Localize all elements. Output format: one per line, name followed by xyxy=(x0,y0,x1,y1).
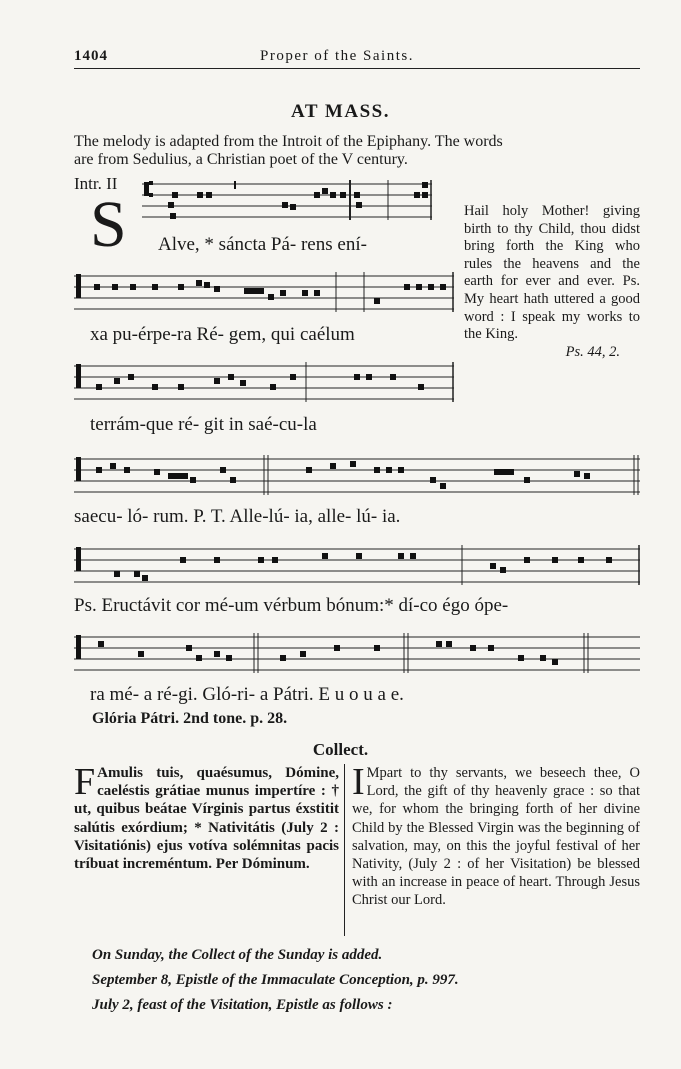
intro-line-1: The melody is adapted from the Introit of the Epiphany. The words xyxy=(74,133,503,150)
intro-paragraph xyxy=(74,133,640,169)
collect-heading: Collect. xyxy=(312,740,369,759)
introit-label: Intr. II xyxy=(74,174,118,193)
english-text: Mpart to thy servants, we beseech thee, O Lord, the gift of thy heavenly grace : so that we, for whom the bringing forth of her divine Child by the Blessed Virgin was the beginning of salvation, may, on this the joyful festival of her Nativity, (July 2 : of her Visitation) be blessed with an increase in peace of heart. Through Jesus Christ our Lord. xyxy=(352,765,640,909)
psalm-lyric-2: ra mé- a ré-gi. Gló-ri- a Pátri. E u o u a e. xyxy=(90,684,404,705)
collect-latin xyxy=(74,761,339,873)
psalm-lyric-1: Ps. Eructávit cor mé-um vérbum bónum:* dí-co égo ópe- xyxy=(74,595,509,616)
music-staff-2 xyxy=(74,272,454,316)
gloria-note: Glória Pátri. 2nd tone. p. 28. xyxy=(92,710,288,727)
running-head xyxy=(74,48,640,66)
introit-lyric-3: terrám-que ré- git in saé-cu-la xyxy=(90,414,317,435)
header-rule xyxy=(74,68,640,69)
english-dropcap: I xyxy=(352,761,365,803)
latin-dropcap: F xyxy=(74,761,96,803)
collect-english xyxy=(352,761,640,910)
translation-reference: Ps. 44, 2. xyxy=(565,343,620,360)
intro-line-2: are from Sedulius, a Christian poet of the V century. xyxy=(74,151,408,168)
rubric-note-1: On Sunday, the Collect of the Sunday is added. xyxy=(92,947,383,963)
introit-lyric-2: xa pu-érpe-ra Ré- gem, qui caélum xyxy=(90,324,355,345)
music-staff-4 xyxy=(74,455,640,499)
page-number: 1404 xyxy=(74,48,108,64)
running-title: Proper of the Saints. xyxy=(260,48,414,64)
rubric-note-3: July 2, feast of the Visitation, Epistle as follows : xyxy=(92,997,393,1013)
column-divider xyxy=(344,764,345,936)
introit-translation xyxy=(464,203,640,361)
section-heading: AT MASS. xyxy=(291,101,390,122)
music-staff-1 xyxy=(142,180,432,226)
music-staff-6 xyxy=(74,633,640,677)
translation-text: Hail holy Mother! giving birth to thy Child, thou didst bring forth the King who rules the heavens and the earth for ever and ever. Ps. My heart hath uttered a good word : I speak my works to the King. xyxy=(464,203,640,343)
introit-lyric-1: Alve, * sáncta Pá- rens ení- xyxy=(158,234,367,255)
introit-lyric-4: saecu- ló- rum. P. T. Alle-lú- ia, alle- lú- ia. xyxy=(74,506,401,527)
music-staff-5 xyxy=(74,545,640,589)
music-staff-3 xyxy=(74,362,454,406)
rubric-notes xyxy=(92,943,640,1018)
latin-text: Amulis tuis, quaésumus, Dómine, caeléstis grátiae munus impertíre : † ut, quibus beátae Vírginis partus éxstitit salútis exórdium; * Nativitátis (July 2 : Visitatiónis) ejus votíva solémnitas pacis tríbuat increméntum. Per Dóminum. xyxy=(74,765,339,873)
rubric-note-2: September 8, Epistle of the Immaculate Conception, p. 997. xyxy=(92,972,459,988)
initial-letter: S xyxy=(90,188,127,261)
